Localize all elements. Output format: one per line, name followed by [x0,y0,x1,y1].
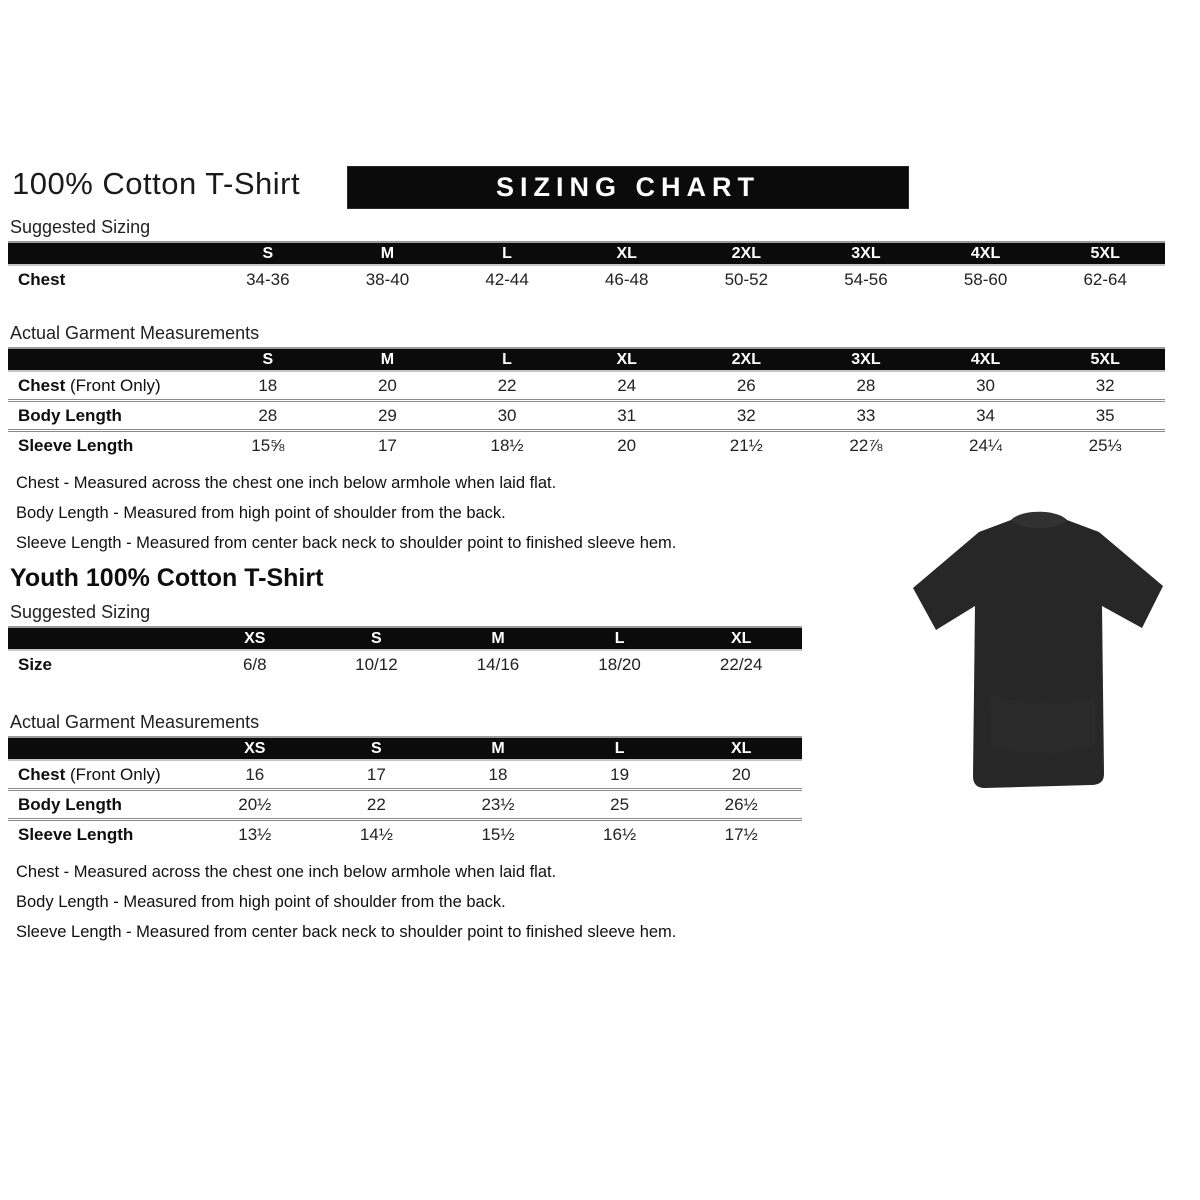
measurement-value: 22⅞ [849,435,883,455]
page-header [8,163,1200,208]
measurement-value: 20½ [238,794,272,814]
measurement-value: 31 [617,405,637,425]
youth-measurement-notes [8,863,1200,942]
measurement-value: 29 [377,405,397,425]
measurement-value: 22 [497,375,517,395]
note-chest: Chest - Measured across the chest one inch below armhole when laid flat. [16,474,557,492]
measurement-value: 25 [610,794,630,814]
note-body-length: Body Length - Measured from high point of shoulder from the back. [16,504,506,522]
size-column-header-l: L [614,629,625,647]
measurement-value: 24¼ [969,435,1003,455]
youth-suggested-sizing-table [8,626,802,678]
measurement-value: 32 [1095,375,1115,395]
row-label: Sleeve Length [18,435,134,455]
measurement-value: 15½ [481,824,515,844]
measurement-row [8,431,1165,460]
measurement-value: 22/24 [719,654,763,674]
size-column-header-s: S [262,244,274,262]
measurement-value: 34-36 [246,269,290,289]
size-header-row [8,242,1165,265]
adult-actual-measurements-label: Actual Garment Measurements [10,323,260,343]
size-column-header-m: M [491,739,505,757]
measurement-value: 28 [856,375,876,395]
size-column-header-m: M [380,350,395,368]
adult-actual-measurements-table [8,347,1165,459]
note-sleeve-length: Sleeve Length - Measured from center back neck to shoulder point to finished sleeve hem. [16,534,677,552]
header-corner-cell [8,242,208,265]
size-column-header-4xl: 4XL [970,350,1001,368]
measurement-value: 20 [377,375,397,395]
measurement-value: 33 [856,405,876,425]
measurement-value: 13½ [238,824,272,844]
measurement-value: 50-52 [724,269,769,289]
measurement-value: 21½ [729,435,763,455]
measurement-value: 16½ [603,824,637,844]
note-body-length: Body Length - Measured from high point of shoulder from the back. [16,893,506,911]
size-column-header-xl: XL [616,350,637,368]
measurement-row [8,401,1165,431]
note-chest: Chest - Measured across the chest one inch below armhole when laid flat. [16,863,557,881]
measurement-value: 20 [731,764,751,784]
measurement-value: 54-56 [844,269,888,289]
row-label: Body Length [18,405,122,425]
size-column-header-xs: XS [244,629,266,647]
page-title: 100% Cotton T-Shirt [12,166,301,201]
youth-actual-measurements-table [8,736,802,848]
sizing-chart-banner-text: SIZING CHART [496,172,760,202]
size-column-header-xl: XL [730,629,752,647]
adult-suggested-sizing-label: Suggested Sizing [10,217,151,237]
size-column-header-4xl: 4XL [970,244,1001,262]
size-column-header-m: M [491,629,505,647]
adult-suggested-sizing-table [8,241,1165,293]
measurement-value: 14½ [359,824,393,844]
measurement-value: 17 [377,435,397,455]
size-column-header-3xl: 3XL [851,350,881,368]
size-column-header-2xl: 2XL [731,350,761,368]
size-column-header-xs: XS [244,739,266,757]
measurement-value: 30 [976,375,996,395]
size-column-header-2xl: 2XL [731,244,761,262]
measurement-row [8,265,1165,293]
measurement-value: 16 [245,764,265,784]
header-corner-cell [8,348,208,371]
measurement-row [8,820,802,849]
measurement-value: 23½ [481,794,515,814]
size-column-header-m: M [380,244,395,262]
row-label: Chest (Front Only) [18,764,161,784]
measurement-value: 42-44 [485,269,529,289]
measurement-value: 46-48 [604,269,649,289]
size-column-header-l: L [502,244,512,262]
measurement-value: 6/8 [242,654,267,674]
header-corner-cell [8,737,194,760]
measurement-value: 18 [488,764,508,784]
header-corner-cell [8,627,194,650]
measurement-value: 26½ [724,794,758,814]
measurement-value: 24 [617,375,637,395]
youth-actual-measurements-label: Actual Garment Measurements [10,712,260,732]
measurement-value: 25⅓ [1088,435,1122,455]
size-column-header-5xl: 5XL [1090,350,1120,368]
measurement-value: 15⅝ [251,435,285,455]
row-label: Chest [18,269,66,289]
measurement-value: 10/12 [355,654,398,674]
youth-section-title: Youth 100% Cotton T-Shirt [10,564,324,592]
black-tshirt-image [895,494,1183,802]
measurement-row [8,760,802,790]
measurement-value: 62-64 [1083,269,1127,289]
size-column-header-l: L [502,350,512,368]
measurement-value: 20 [617,435,637,455]
size-column-header-3xl: 3XL [851,244,881,262]
size-column-header-xl: XL [616,244,637,262]
youth-suggested-sizing-label: Suggested Sizing [10,602,151,622]
measurement-value: 14/16 [476,654,520,674]
measurement-value: 30 [497,405,517,425]
measurement-row [8,371,1165,401]
row-label: Body Length [18,794,122,814]
measurement-value: 32 [736,405,756,425]
row-label: Sleeve Length [18,824,134,844]
measurement-value: 18 [258,375,278,395]
measurement-value: 58-60 [963,269,1008,289]
size-column-header-l: L [614,739,625,757]
measurement-value: 35 [1095,405,1115,425]
measurement-value: 18/20 [598,654,641,674]
size-header-row [8,627,802,650]
size-column-header-xl: XL [730,739,752,757]
sizing-chart-banner [348,167,908,208]
measurement-value: 34 [976,405,996,425]
measurement-value: 18½ [490,435,524,455]
measurement-row [8,650,802,678]
row-label: Chest (Front Only) [18,375,161,395]
measurement-value: 28 [258,405,278,425]
note-sleeve-length: Sleeve Length - Measured from center back neck to shoulder point to finished sleeve hem. [16,923,677,941]
measurement-value: 17 [366,764,386,784]
size-header-row [8,348,1165,371]
measurement-value: 26 [736,375,756,395]
tshirt-graphic [895,494,1183,802]
row-label: Size [18,654,53,674]
size-column-header-s: S [371,629,382,647]
measurement-value: 19 [610,764,630,784]
size-header-row [8,737,802,760]
size-column-header-5xl: 5XL [1090,244,1120,262]
measurement-row [8,790,802,820]
measurement-value: 38-40 [365,269,410,289]
size-column-header-s: S [371,739,382,757]
measurement-value: 22 [366,794,386,814]
measurement-value: 17½ [724,824,758,844]
size-column-header-s: S [262,350,274,368]
